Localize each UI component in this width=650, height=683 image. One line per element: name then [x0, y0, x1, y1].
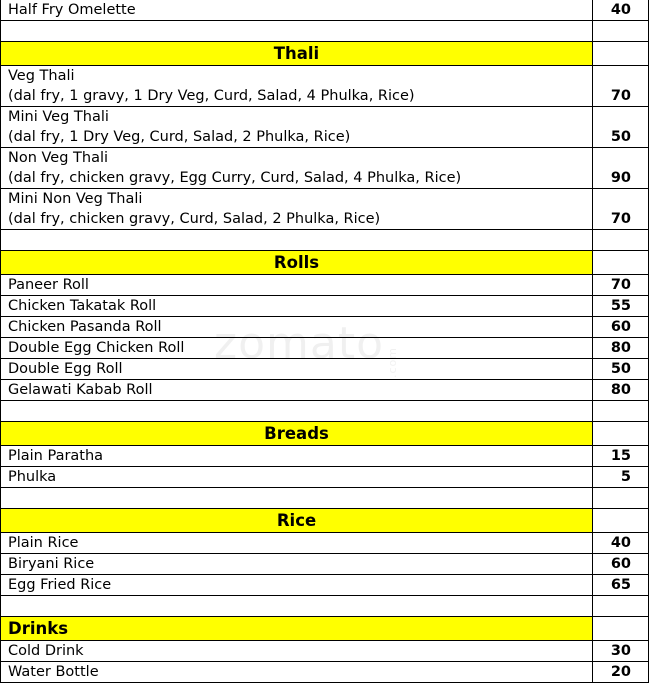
section-title: Rolls: [1, 251, 593, 275]
menu-row: [1, 189, 649, 230]
section-header-breads: [1, 422, 649, 446]
menu-row: [1, 359, 649, 380]
item-name: Mini Veg Thali: [8, 109, 109, 125]
item-name: Plain Paratha: [1, 446, 593, 467]
item-name: Mini Non Veg Thali: [8, 191, 143, 207]
menu-row: [1, 380, 649, 401]
item-price: 60: [593, 317, 649, 338]
section-title: Drinks: [1, 617, 593, 641]
item-name: Non Veg Thali: [8, 150, 109, 166]
item-name: Phulka: [1, 467, 593, 488]
item-name: Biryani Rice: [1, 554, 593, 575]
menu-row: [1, 0, 649, 21]
menu-row: [1, 338, 649, 359]
menu-row: [1, 296, 649, 317]
item-price: 30: [593, 641, 649, 662]
section-title: Thali: [1, 42, 593, 66]
watermark-text: zomato: [214, 318, 385, 369]
item-price: 50: [593, 359, 649, 380]
item-price: 70: [593, 66, 649, 107]
menu-row: [1, 148, 649, 189]
item-name: Paneer Roll: [1, 275, 593, 296]
item-price: 80: [593, 338, 649, 359]
spacer-row: [1, 21, 649, 42]
item-name: Veg Thali: [8, 68, 75, 84]
menu-row: [1, 275, 649, 296]
item-name: Water Bottle: [1, 662, 593, 683]
menu-row: [1, 66, 649, 107]
spacer-row: [1, 596, 649, 617]
item-price: 80: [593, 380, 649, 401]
item-name: Chicken Pasanda Roll: [1, 317, 593, 338]
item-price: 65: [593, 575, 649, 596]
item-price: 20: [593, 662, 649, 683]
item-description: (dal fry, chicken gravy, Egg Curry, Curd, Salad, 4 Phulka, Rice): [8, 170, 462, 186]
menu-row: [1, 317, 649, 338]
item-name: Chicken Takatak Roll: [1, 296, 593, 317]
item-description: (dal fry, 1 gravy, 1 Dry Veg, Curd, Salad, 4 Phulka, Rice): [8, 88, 415, 104]
menu-row: [1, 533, 649, 554]
item-price: 90: [593, 148, 649, 189]
section-title: Breads: [1, 422, 593, 446]
menu-row: [1, 554, 649, 575]
menu-row: [1, 467, 649, 488]
item-price: 55: [593, 296, 649, 317]
section-title: Rice: [1, 509, 593, 533]
item-name: Gelawati Kabab Roll: [1, 380, 593, 401]
item-price: 40: [593, 0, 649, 21]
section-header-rice: [1, 509, 649, 533]
item-price: 40: [593, 533, 649, 554]
item-price: 60: [593, 554, 649, 575]
menu-row: [1, 107, 649, 148]
item-price: 70: [593, 275, 649, 296]
menu-row: [1, 662, 649, 683]
menu-row: [1, 575, 649, 596]
item-name: Half Fry Omelette: [1, 0, 593, 21]
item-price: 70: [593, 189, 649, 230]
item-name: Egg Fried Rice: [1, 575, 593, 596]
section-header-thali: [1, 42, 649, 66]
item-description: (dal fry, 1 Dry Veg, Curd, Salad, 2 Phulka, Rice): [8, 129, 351, 145]
spacer-row: [1, 230, 649, 251]
spacer-row: [1, 488, 649, 509]
item-description: (dal fry, chicken gravy, Curd, Salad, 2 Phulka, Rice): [8, 211, 381, 227]
item-price: 15: [593, 446, 649, 467]
item-name: Double Egg Chicken Roll: [1, 338, 593, 359]
section-header-rolls: [1, 251, 649, 275]
item-name: Plain Rice: [1, 533, 593, 554]
section-header-drinks: [1, 617, 649, 641]
item-name: Cold Drink: [1, 641, 593, 662]
spacer-row: [1, 401, 649, 422]
item-price: 5: [593, 467, 649, 488]
item-name: Double Egg Roll: [1, 359, 593, 380]
menu-row: [1, 446, 649, 467]
item-price: 50: [593, 107, 649, 148]
menu-row: [1, 641, 649, 662]
watermark-suffix: .com: [386, 347, 400, 378]
